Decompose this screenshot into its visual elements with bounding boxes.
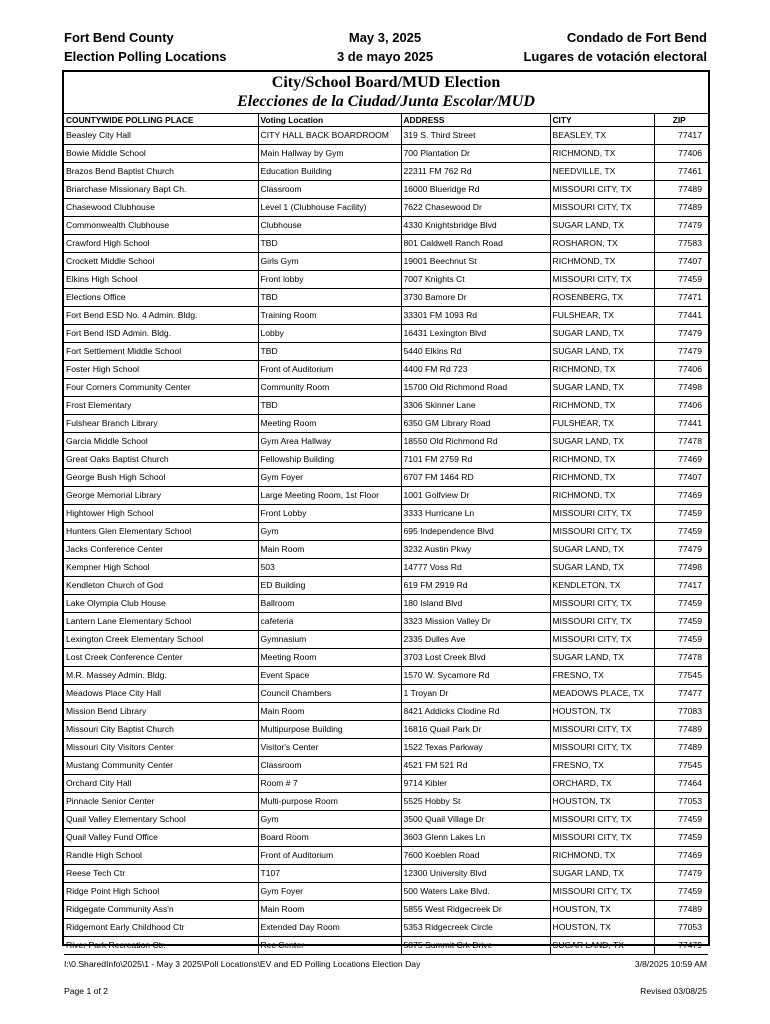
table-row <box>64 901 708 919</box>
address-cell: 5353 Ridgecreek Circle <box>401 919 550 937</box>
table-header-row <box>64 114 708 127</box>
city-cell: MISSOURI CITY, TX <box>550 199 654 217</box>
column-header-voting-location: Voting Location <box>258 114 401 127</box>
zip-cell: 77459 <box>654 631 708 649</box>
address-cell: 4400 FM Rd 723 <box>401 361 550 379</box>
voting-location-cell: Main Hallway by Gym <box>258 145 401 163</box>
zip-cell: 77417 <box>654 577 708 595</box>
polling-place-cell: M.R. Massey Admin. Bldg. <box>64 667 258 685</box>
voting-location-cell: cafeteria <box>258 613 401 631</box>
zip-cell: 77479 <box>654 325 708 343</box>
city-cell: RICHMOND, TX <box>550 397 654 415</box>
table-row <box>64 451 708 469</box>
table-row <box>64 361 708 379</box>
voting-location-cell: Multipurpose Building <box>258 721 401 739</box>
election-title <box>64 72 708 114</box>
table-row <box>64 397 708 415</box>
voting-location-cell: TBD <box>258 397 401 415</box>
election-title-spanish: Elecciones de la Ciudad/Junta Escolar/MUD <box>237 93 535 110</box>
city-cell: MEADOWS PLACE, TX <box>550 685 654 703</box>
voting-location-cell: Visitor's Center <box>258 739 401 757</box>
zip-cell: 77459 <box>654 595 708 613</box>
zip-cell: 77545 <box>654 757 708 775</box>
polling-place-cell: Hunters Glen Elementary School <box>64 523 258 541</box>
table-row <box>64 505 708 523</box>
polling-place-cell: Chasewood Clubhouse <box>64 199 258 217</box>
address-cell: 14777 Voss Rd <box>401 559 550 577</box>
zip-cell: 77477 <box>654 685 708 703</box>
address-cell: 16816 Quail Park Dr <box>401 721 550 739</box>
table-row <box>64 811 708 829</box>
voting-location-cell: TBD <box>258 289 401 307</box>
zip-cell: 77441 <box>654 307 708 325</box>
address-cell: 5440 Elkins Rd <box>401 343 550 361</box>
table-row <box>64 559 708 577</box>
voting-location-cell: Meeting Room <box>258 649 401 667</box>
address-cell: 1522 Texas Parkway <box>401 739 550 757</box>
table-row <box>64 163 708 181</box>
document-subject-spanish: Lugares de votación electoral <box>523 49 707 64</box>
polling-place-cell: Foster High School <box>64 361 258 379</box>
polling-place-cell: Missouri City Baptist Church <box>64 721 258 739</box>
zip-cell: 77469 <box>654 487 708 505</box>
city-cell: MISSOURI CITY, TX <box>550 631 654 649</box>
zip-cell: 77498 <box>654 379 708 397</box>
city-cell: BEASLEY, TX <box>550 127 654 145</box>
voting-location-cell: TBD <box>258 343 401 361</box>
column-header-address: ADDRESS <box>401 114 550 127</box>
polling-place-cell: Jacks Conference Center <box>64 541 258 559</box>
voting-location-cell: Training Room <box>258 307 401 325</box>
address-cell: 801 Caldwell Ranch Road <box>401 235 550 253</box>
polling-place-cell: Elkins High School <box>64 271 258 289</box>
city-cell: SUGAR LAND, TX <box>550 937 654 955</box>
address-cell: 3333 Hurricane Ln <box>401 505 550 523</box>
city-cell: MISSOURI CITY, TX <box>550 271 654 289</box>
zip-cell: 77417 <box>654 127 708 145</box>
zip-cell: 77469 <box>654 847 708 865</box>
table-row <box>64 433 708 451</box>
zip-cell: 77479 <box>654 343 708 361</box>
polling-place-cell: Bowie Middle School <box>64 145 258 163</box>
address-cell: 5525 Hobby St <box>401 793 550 811</box>
city-cell: SUGAR LAND, TX <box>550 379 654 397</box>
zip-cell: 77479 <box>654 937 708 955</box>
voting-location-cell: Front of Auditorium <box>258 847 401 865</box>
polling-place-cell: Garcia Middle School <box>64 433 258 451</box>
zip-cell: 77406 <box>654 397 708 415</box>
voting-location-cell: Girls Gym <box>258 253 401 271</box>
table-row <box>64 829 708 847</box>
city-cell: SUGAR LAND, TX <box>550 217 654 235</box>
voting-location-cell: Gym Foyer <box>258 883 401 901</box>
address-cell: 3306 Skinner Lane <box>401 397 550 415</box>
zip-cell: 77498 <box>654 559 708 577</box>
polling-place-cell: Mustang Community Center <box>64 757 258 775</box>
polling-place-cell: Mission Bend Library <box>64 703 258 721</box>
zip-cell: 77489 <box>654 739 708 757</box>
polling-place-cell: Crawford High School <box>64 235 258 253</box>
voting-location-cell: Level 1 (Clubhouse Facility) <box>258 199 401 217</box>
zip-cell: 77459 <box>654 523 708 541</box>
column-header-polling-place: COUNTYWIDE POLLING PLACE <box>64 114 258 127</box>
city-cell: RICHMOND, TX <box>550 361 654 379</box>
table-row <box>64 757 708 775</box>
address-cell: 1001 Golfview Dr <box>401 487 550 505</box>
city-cell: MISSOURI CITY, TX <box>550 721 654 739</box>
city-cell: MISSOURI CITY, TX <box>550 829 654 847</box>
city-cell: NEEDVILLE, TX <box>550 163 654 181</box>
election-title-english: City/School Board/MUD Election <box>271 74 501 91</box>
voting-location-cell: Front lobby <box>258 271 401 289</box>
voting-location-cell: Meeting Room <box>258 415 401 433</box>
city-cell: RICHMOND, TX <box>550 847 654 865</box>
city-cell: HOUSTON, TX <box>550 901 654 919</box>
table-row <box>64 667 708 685</box>
polling-place-cell: Commonwealth Clubhouse <box>64 217 258 235</box>
address-cell: 18550 Old Richmond Rd <box>401 433 550 451</box>
city-cell: FULSHEAR, TX <box>550 415 654 433</box>
voting-location-cell: Gym Foyer <box>258 469 401 487</box>
table-row <box>64 523 708 541</box>
polling-place-cell: Quail Valley Elementary School <box>64 811 258 829</box>
city-cell: MISSOURI CITY, TX <box>550 595 654 613</box>
polling-place-cell: Fort Settlement Middle School <box>64 343 258 361</box>
city-cell: MISSOURI CITY, TX <box>550 523 654 541</box>
voting-location-cell: Council Chambers <box>258 685 401 703</box>
address-cell: 180 Island Blvd <box>401 595 550 613</box>
polling-place-cell: Fulshear Branch Library <box>64 415 258 433</box>
city-cell: RICHMOND, TX <box>550 253 654 271</box>
city-cell: HOUSTON, TX <box>550 793 654 811</box>
polling-place-cell: Briarchase Missionary Bapt Ch. <box>64 181 258 199</box>
table-row <box>64 199 708 217</box>
city-cell: RICHMOND, TX <box>550 487 654 505</box>
zip-cell: 77489 <box>654 901 708 919</box>
table-row <box>64 469 708 487</box>
polling-place-cell: Lantern Lane Elementary School <box>64 613 258 631</box>
table-row <box>64 919 708 937</box>
address-cell: 22311 FM 762 Rd <box>401 163 550 181</box>
polling-place-cell: River Park Recreation Ctr. <box>64 937 258 955</box>
polling-place-cell: Hightower High School <box>64 505 258 523</box>
table-row <box>64 379 708 397</box>
voting-location-cell: Extended Day Room <box>258 919 401 937</box>
zip-cell: 77459 <box>654 829 708 847</box>
polling-place-cell: Ridge Point High School <box>64 883 258 901</box>
zip-cell: 77464 <box>654 775 708 793</box>
address-cell: 319 S. Third Street <box>401 127 550 145</box>
address-cell: 6350 GM Library Road <box>401 415 550 433</box>
page-number: Page 1 of 2 <box>64 986 108 996</box>
city-cell: MISSOURI CITY, TX <box>550 613 654 631</box>
address-cell: 2335 Dulles Ave <box>401 631 550 649</box>
table-row <box>64 865 708 883</box>
table-row <box>64 127 708 145</box>
city-cell: FULSHEAR, TX <box>550 307 654 325</box>
print-timestamp: 3/8/2025 10:59 AM <box>634 959 707 969</box>
zip-cell: 77083 <box>654 703 708 721</box>
document-subject: Election Polling Locations <box>64 49 227 64</box>
city-cell: SUGAR LAND, TX <box>550 343 654 361</box>
table-row <box>64 145 708 163</box>
voting-location-cell: Main Room <box>258 703 401 721</box>
polling-place-cell: Kendleton Church of God <box>64 577 258 595</box>
zip-cell: 77459 <box>654 883 708 901</box>
address-cell: 7101 FM 2759 Rd <box>401 451 550 469</box>
table-row <box>64 937 708 955</box>
voting-location-cell: Gym <box>258 523 401 541</box>
table-row <box>64 685 708 703</box>
city-cell: SUGAR LAND, TX <box>550 865 654 883</box>
city-cell: ORCHARD, TX <box>550 775 654 793</box>
polling-place-cell: Quail Valley Fund Office <box>64 829 258 847</box>
zip-cell: 77479 <box>654 217 708 235</box>
city-cell: FRESNO, TX <box>550 667 654 685</box>
zip-cell: 77478 <box>654 649 708 667</box>
polling-place-cell: Fort Bend ISD Admin. Bldg. <box>64 325 258 343</box>
polling-place-cell: Missouri City Visitors Center <box>64 739 258 757</box>
zip-cell: 77459 <box>654 811 708 829</box>
zip-cell: 77478 <box>654 433 708 451</box>
voting-location-cell: T107 <box>258 865 401 883</box>
polling-locations-table <box>64 114 708 955</box>
table-row <box>64 235 708 253</box>
voting-location-cell: Clubhouse <box>258 217 401 235</box>
zip-cell: 77545 <box>654 667 708 685</box>
county-name: Fort Bend County <box>64 30 174 45</box>
address-cell: 7600 Koeblen Road <box>401 847 550 865</box>
table-row <box>64 847 708 865</box>
polling-place-cell: Lost Creek Conference Center <box>64 649 258 667</box>
table-row <box>64 289 708 307</box>
polling-place-cell: Frost Elementary <box>64 397 258 415</box>
voting-location-cell: Lobby <box>258 325 401 343</box>
city-cell: SUGAR LAND, TX <box>550 325 654 343</box>
address-cell: 8421 Addicks Clodine Rd <box>401 703 550 721</box>
address-cell: 5875 Summit Crk Drive <box>401 937 550 955</box>
polling-place-cell: Crockett Middle School <box>64 253 258 271</box>
voting-location-cell: 503 <box>258 559 401 577</box>
polling-place-cell: Lake Olympia Club House <box>64 595 258 613</box>
table-row <box>64 487 708 505</box>
address-cell: 619 FM 2919 Rd <box>401 577 550 595</box>
file-path: I:\0.SharedInfo\2025\1 - May 3 2025\Poll Locations\EV and ED Polling Locations Election Day <box>64 959 421 969</box>
voting-location-cell: Gym <box>258 811 401 829</box>
city-cell: SUGAR LAND, TX <box>550 541 654 559</box>
zip-cell: 77489 <box>654 199 708 217</box>
city-cell: RICHMOND, TX <box>550 451 654 469</box>
zip-cell: 77053 <box>654 793 708 811</box>
zip-cell: 77471 <box>654 289 708 307</box>
voting-location-cell: Room # 7 <box>258 775 401 793</box>
address-cell: 3232 Austin Pkwy <box>401 541 550 559</box>
zip-cell: 77489 <box>654 721 708 739</box>
voting-location-cell: Front Lobby <box>258 505 401 523</box>
table-row <box>64 649 708 667</box>
city-cell: HOUSTON, TX <box>550 703 654 721</box>
county-name-spanish: Condado de Fort Bend <box>566 30 707 45</box>
city-cell: MISSOURI CITY, TX <box>550 181 654 199</box>
voting-location-cell: Rec Center <box>258 937 401 955</box>
city-cell: RICHMOND, TX <box>550 145 654 163</box>
address-cell: 7622 Chasewood Dr <box>401 199 550 217</box>
zip-cell: 77441 <box>654 415 708 433</box>
table-row <box>64 577 708 595</box>
address-cell: 6707 FM 1464 RD <box>401 469 550 487</box>
revision-date: Revised 03/08/25 <box>640 986 707 996</box>
city-cell: SUGAR LAND, TX <box>550 559 654 577</box>
table-row <box>64 253 708 271</box>
city-cell: ROSENBERG, TX <box>550 289 654 307</box>
header-right <box>523 28 707 66</box>
address-cell: 7007 Knights Ct <box>401 271 550 289</box>
polling-place-cell: Great Oaks Baptist Church <box>64 451 258 469</box>
zip-cell: 77461 <box>654 163 708 181</box>
zip-cell: 77459 <box>654 271 708 289</box>
address-cell: 9714 Kibler <box>401 775 550 793</box>
address-cell: 33301 FM 1093 Rd <box>401 307 550 325</box>
polling-place-cell: Four Corners Community Center <box>64 379 258 397</box>
polling-place-cell: Ridgegate Community Ass'n <box>64 901 258 919</box>
zip-cell: 77469 <box>654 451 708 469</box>
polling-place-cell: Ridgemont Early Childhood Ctr <box>64 919 258 937</box>
polling-place-cell: Beasley City Hall <box>64 127 258 145</box>
zip-cell: 77459 <box>654 505 708 523</box>
table-row <box>64 595 708 613</box>
address-cell: 12300 University Blvd <box>401 865 550 883</box>
polling-place-cell: Pinnacle Senior Center <box>64 793 258 811</box>
table-row <box>64 775 708 793</box>
column-header-city: CITY <box>550 114 654 127</box>
polling-place-cell: Lexington Creek Elementary School <box>64 631 258 649</box>
table-row <box>64 541 708 559</box>
city-cell: MISSOURI CITY, TX <box>550 883 654 901</box>
table-row <box>64 271 708 289</box>
table-row <box>64 217 708 235</box>
polling-locations-frame <box>62 70 710 950</box>
table-row <box>64 721 708 739</box>
address-cell: 4521 FM 521 Rd <box>401 757 550 775</box>
zip-cell: 77407 <box>654 253 708 271</box>
zip-cell: 77406 <box>654 145 708 163</box>
zip-cell: 77583 <box>654 235 708 253</box>
polling-place-cell: Reese Tech Ctr <box>64 865 258 883</box>
zip-cell: 77479 <box>654 541 708 559</box>
city-cell: MISSOURI CITY, TX <box>550 811 654 829</box>
table-row <box>64 631 708 649</box>
election-date-english: May 3, 2025 <box>348 30 422 45</box>
voting-location-cell: Front of Auditorium <box>258 361 401 379</box>
address-cell: 1570 W. Sycamore Rd <box>401 667 550 685</box>
polling-place-cell: George Memorial Library <box>64 487 258 505</box>
voting-location-cell: Large Meeting Room, 1st Floor <box>258 487 401 505</box>
address-cell: 3703 Lost Creek Blvd <box>401 649 550 667</box>
address-cell: 3603 Glenn Lakes Ln <box>401 829 550 847</box>
table-row <box>64 307 708 325</box>
zip-cell: 77489 <box>654 181 708 199</box>
polling-place-cell: George Bush High School <box>64 469 258 487</box>
city-cell: MISSOURI CITY, TX <box>550 505 654 523</box>
address-cell: 500 Waters Lake Blvd. <box>401 883 550 901</box>
voting-location-cell: Multi-purpose Room <box>258 793 401 811</box>
address-cell: 16431 Lexington Blvd <box>401 325 550 343</box>
voting-location-cell: Ballroom <box>258 595 401 613</box>
election-date-spanish: 3 de mayo 2025 <box>336 49 434 64</box>
city-cell: MISSOURI CITY, TX <box>550 739 654 757</box>
voting-location-cell: Board Room <box>258 829 401 847</box>
city-cell: HOUSTON, TX <box>550 919 654 937</box>
polling-place-cell: Elections Office <box>64 289 258 307</box>
zip-cell: 77479 <box>654 865 708 883</box>
address-cell: 15700 Old Richmond Road <box>401 379 550 397</box>
table-row <box>64 739 708 757</box>
table-row <box>64 883 708 901</box>
address-cell: 3323 Mission Valley Dr <box>401 613 550 631</box>
table-row <box>64 703 708 721</box>
city-cell: RICHMOND, TX <box>550 469 654 487</box>
zip-cell: 77406 <box>654 361 708 379</box>
city-cell: FRESNO, TX <box>550 757 654 775</box>
polling-place-cell: Orchard City Hall <box>64 775 258 793</box>
address-cell: 19001 Beechnut St <box>401 253 550 271</box>
voting-location-cell: Main Room <box>258 541 401 559</box>
voting-location-cell: Event Space <box>258 667 401 685</box>
table-row <box>64 613 708 631</box>
city-cell: ROSHARON, TX <box>550 235 654 253</box>
table-row <box>64 181 708 199</box>
table-row <box>64 325 708 343</box>
polling-place-cell: Kempner High School <box>64 559 258 577</box>
voting-location-cell: Classroom <box>258 757 401 775</box>
zip-cell: 77459 <box>654 613 708 631</box>
voting-location-cell: ED Building <box>258 577 401 595</box>
table-row <box>64 343 708 361</box>
address-cell: 1 Troyan Dr <box>401 685 550 703</box>
city-cell: SUGAR LAND, TX <box>550 649 654 667</box>
address-cell: 3500 Quail Village Dr <box>401 811 550 829</box>
city-cell: KENDLETON, TX <box>550 577 654 595</box>
voting-location-cell: TBD <box>258 235 401 253</box>
address-cell: 4330 Knightsbridge Blvd <box>401 217 550 235</box>
voting-location-cell: Gymnasium <box>258 631 401 649</box>
polling-place-cell: Meadows Place City Hall <box>64 685 258 703</box>
polling-place-cell: Randle High School <box>64 847 258 865</box>
table-row <box>64 793 708 811</box>
voting-location-cell: Community Room <box>258 379 401 397</box>
voting-location-cell: CITY HALL BACK BOARDROOM <box>258 127 401 145</box>
polling-place-cell: Brazos Bend Baptist Church <box>64 163 258 181</box>
city-cell: SUGAR LAND, TX <box>550 433 654 451</box>
column-header-zip: ZIP <box>654 114 708 127</box>
zip-cell: 77053 <box>654 919 708 937</box>
table-row <box>64 415 708 433</box>
voting-location-cell: Gym Area Hallway <box>258 433 401 451</box>
address-cell: 5855 West Ridgecreek Dr <box>401 901 550 919</box>
polling-place-cell: Fort Bend ESD No. 4 Admin. Bldg. <box>64 307 258 325</box>
voting-location-cell: Fellowship Building <box>258 451 401 469</box>
address-cell: 3730 Bamore Dr <box>401 289 550 307</box>
address-cell: 700 Plantation Dr <box>401 145 550 163</box>
address-cell: 16000 Blueridge Rd <box>401 181 550 199</box>
voting-location-cell: Main Room <box>258 901 401 919</box>
zip-cell: 77407 <box>654 469 708 487</box>
address-cell: 695 Independence Blvd <box>401 523 550 541</box>
voting-location-cell: Classroom <box>258 181 401 199</box>
voting-location-cell: Education Building <box>258 163 401 181</box>
